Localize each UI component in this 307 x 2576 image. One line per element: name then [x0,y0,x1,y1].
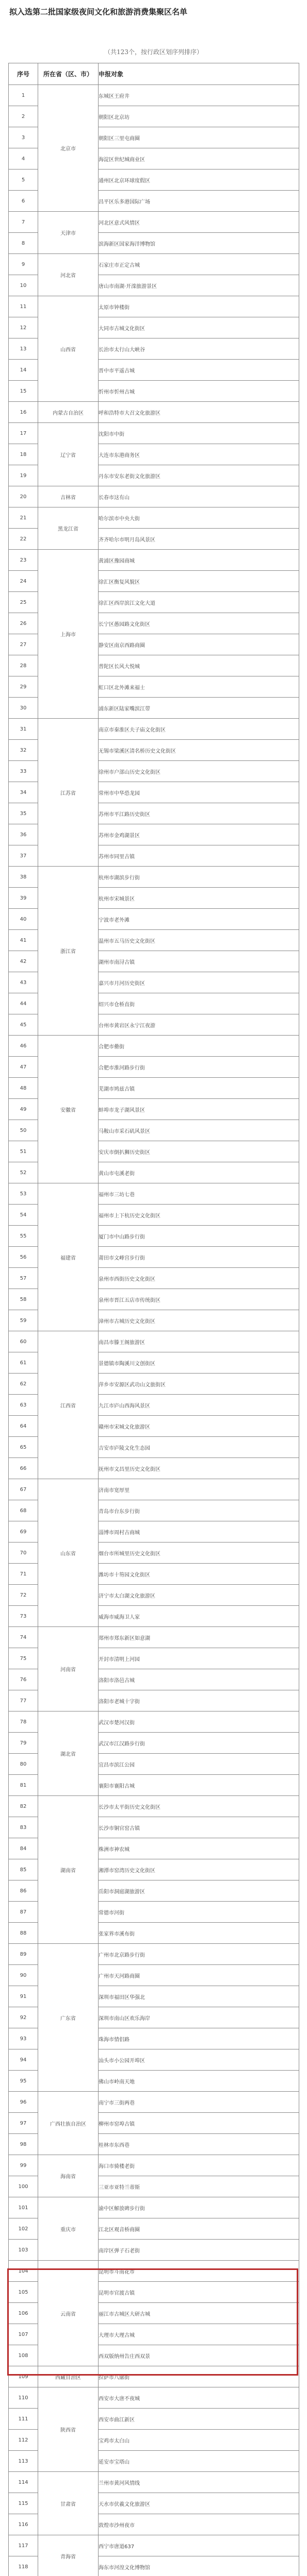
applicant-name: 江北区观音桥商圈 [99,2218,299,2240]
applicant-name: 莆田市文峰宫步行街 [99,1247,299,1268]
row-number: 78 [9,1711,38,1733]
row-number: 115 [9,2493,38,2514]
applicant-name: 常州市中华恐龙园 [99,782,299,803]
applicant-name: 朝阳区三里屯商圈 [99,127,299,148]
applicant-name: 开封市清明上河园 [99,1648,299,1669]
row-number: 38 [9,867,38,888]
row-number: 5 [9,170,38,191]
row-number: 92 [9,2007,38,2028]
province-cell: 江苏省 [38,719,99,867]
row-number: 81 [9,1775,38,1796]
row-number: 11 [9,296,38,317]
applicant-name: 虹口区北外滩来福士 [99,676,299,698]
applicant-name: 湖州市南浔古镇 [99,951,299,972]
row-number: 57 [9,1268,38,1289]
applicant-name: 黄山市屯溪老街 [99,1162,299,1183]
applicant-name: 吉安市庐陵文化生态园 [99,1437,299,1458]
applicant-name: 齐齐哈尔市明月岛风景区 [99,529,299,550]
applicant-name: 长沙市太平街历史文化街区 [99,1796,299,1817]
applicant-name: 安庆市倒扒狮历史街区 [99,1141,299,1162]
row-number: 66 [9,1458,38,1479]
applicant-name: 张家界市溪布街 [99,1923,299,1944]
applicant-name: 海口市骑楼老街 [99,2155,299,2176]
row-number: 12 [9,317,38,338]
row-number: 96 [9,2092,38,2113]
applicant-name: 苏州市同里古镇 [99,845,299,867]
row-number: 1 [9,85,38,106]
applicant-name: 昆明市斗南花市 [99,2261,299,2282]
applicant-name: 烟台市所城里历史文化街区 [99,1543,299,1564]
applicant-name: 沈阳市中街 [99,423,299,444]
applicant-name: 宝鸡市太白山 [99,2430,299,2451]
row-number: 55 [9,1226,38,1247]
applicant-name: 大同市古城文化街区 [99,317,299,338]
row-number: 98 [9,2134,38,2155]
table-row [9,486,299,507]
applicant-name: 宁波市老外滩 [99,909,299,930]
province-cell: 北京市 [38,85,99,212]
row-number: 9 [9,254,38,275]
applicant-name: 滨海新区国家海洋博物馆 [99,233,299,254]
applicant-name: 苏州市金鸡湖景区 [99,824,299,845]
applicant-name: 苏州市平江路历史街区 [99,803,299,824]
row-number: 100 [9,2176,38,2197]
row-number: 52 [9,1162,38,1183]
nomination-table [8,63,299,2576]
applicant-name: 东城区王府井 [99,85,299,106]
table-row [9,1183,299,1205]
applicant-name: 南昌市滕王阁旅游区 [99,1331,299,1352]
row-number: 50 [9,1120,38,1141]
row-number: 19 [9,465,38,486]
applicant-name: 福州市上下杭历史文化街区 [99,1205,299,1226]
row-number: 28 [9,655,38,676]
applicant-name: 株洲市神农城 [99,1838,299,1859]
applicant-name: 西安市大唐不夜城 [99,2387,299,2409]
applicant-name: 广州市天河路商圈 [99,1965,299,1986]
applicant-name: 泉州市晋江五店市传统街区 [99,1289,299,1310]
applicant-name: 朝阳区北京坊 [99,106,299,127]
applicant-name: 南宁市三街两巷 [99,2092,299,2113]
row-number: 107 [9,2324,38,2345]
row-number: 90 [9,1965,38,1986]
header-province: 所在省（区、市） [38,63,99,85]
row-number: 85 [9,1859,38,1880]
table-row [9,254,299,275]
applicant-name: 武汉市楚河汉街 [99,1711,299,1733]
applicant-name: 威海市威海卫人家 [99,1606,299,1627]
province-cell: 内蒙古自治区 [38,402,99,423]
row-number: 36 [9,824,38,845]
applicant-name: 柳州市窑埠古镇 [99,2113,299,2134]
row-number: 17 [9,423,38,444]
table-row [9,2092,299,2113]
applicant-name: 宜昌市滨江公园 [99,1754,299,1775]
applicant-name: 常德市河街 [99,1902,299,1923]
applicant-name: 丹东市安东老街文化旅游区 [99,465,299,486]
table-row [9,1796,299,1817]
applicant-name: 深圳市南山区欢乐海岸 [99,2007,299,2028]
row-number: 56 [9,1247,38,1268]
row-number: 65 [9,1437,38,1458]
table-body [9,85,299,2576]
header-no: 序号 [9,63,38,85]
province-cell: 河南省 [38,1627,99,1711]
applicant-name: 黄浦区豫园商城 [99,550,299,571]
row-number: 24 [9,571,38,592]
applicant-name: 漳州市古城历史文化街区 [99,1310,299,1331]
table-row [9,85,299,106]
province-cell: 湖南省 [38,1796,99,1944]
province-cell: 福建省 [38,1183,99,1331]
applicant-name: 南岸区弹子石老街 [99,2240,299,2261]
row-number: 43 [9,972,38,993]
row-number: 117 [9,2535,38,2556]
row-number: 33 [9,761,38,782]
province-cell: 黑龙江省 [38,507,99,550]
province-cell: 天津市 [38,212,99,254]
applicant-name: 台州市黄岩区永宁江夜游 [99,1014,299,1036]
applicant-name: 萍乡市安源区武功山文旅街区 [99,1374,299,1395]
row-number: 34 [9,782,38,803]
row-number: 102 [9,2218,38,2240]
province-cell: 江西省 [38,1331,99,1479]
row-number: 13 [9,338,38,360]
province-cell: 陕西省 [38,2387,99,2472]
table-row [9,2387,299,2409]
applicant-name: 太原市钟楼街 [99,296,299,317]
row-number: 44 [9,993,38,1014]
applicant-name: 无锡市梁溪区清名桥历史文化街区 [99,740,299,761]
province-cell: 广东省 [38,1944,99,2092]
applicant-name: 海东市河湟文化博物馆 [99,2556,299,2576]
row-number: 3 [9,127,38,148]
applicant-name: 忻州市忻州古城 [99,381,299,402]
applicant-name: 西宁市唐道637 [99,2535,299,2556]
row-number: 95 [9,2071,38,2092]
row-number: 29 [9,676,38,698]
row-number: 70 [9,1543,38,1564]
row-number: 116 [9,2514,38,2535]
province-cell: 广西壮族自治区 [38,2092,99,2155]
row-number: 103 [9,2240,38,2261]
applicant-name: 嘉兴市月河历史街区 [99,972,299,993]
applicant-name: 佛山市岭南天地 [99,2071,299,2092]
applicant-name: 天水市伏羲文化旅游区 [99,2493,299,2514]
table-row [9,1711,299,1733]
applicant-name: 珠海市情侣路 [99,2028,299,2049]
row-number: 18 [9,444,38,465]
row-number: 82 [9,1796,38,1817]
header-name: 申报对象 [99,63,299,85]
table-header-row [9,63,299,85]
province-cell: 西藏自治区 [38,2366,99,2387]
table-row [9,2155,299,2176]
applicant-name: 马鞍山市采石矶风景区 [99,1120,299,1141]
row-number: 105 [9,2282,38,2303]
row-number: 87 [9,1902,38,1923]
table-row [9,1479,299,1500]
row-number: 40 [9,909,38,930]
applicant-name: 大理市大理古城 [99,2324,299,2345]
row-number: 114 [9,2472,38,2493]
row-number: 42 [9,951,38,972]
row-number: 69 [9,1521,38,1543]
province-cell: 辽宁省 [38,423,99,486]
table-row [9,1331,299,1352]
row-number: 71 [9,1564,38,1585]
applicant-name: 岳阳市洞庭湖旅游区 [99,1880,299,1902]
applicant-name: 昌平区乐多港国际广场 [99,191,299,212]
province-cell: 吉林省 [38,486,99,507]
row-number: 77 [9,1690,38,1711]
row-number: 8 [9,233,38,254]
row-number: 35 [9,803,38,824]
table-row [9,719,299,740]
applicant-name: 拉萨市八廓街 [99,2366,299,2387]
row-number: 110 [9,2387,38,2409]
table-row [9,1036,299,1057]
applicant-name: 湘潭市窑湾历史文化街区 [99,1859,299,1880]
applicant-name: 郑州市郑东新区如意湖 [99,1627,299,1648]
applicant-name: 大连市东港商务区 [99,444,299,465]
row-number: 63 [9,1395,38,1416]
table-row [9,2261,299,2282]
row-number: 21 [9,507,38,529]
row-number: 94 [9,2049,38,2071]
row-number: 7 [9,212,38,233]
row-number: 14 [9,360,38,381]
row-number: 74 [9,1627,38,1648]
applicant-name: 济南市宽厚里 [99,1479,299,1500]
row-number: 83 [9,1817,38,1838]
applicant-name: 三亚市亚特兰蒂斯 [99,2176,299,2197]
table-row [9,1627,299,1648]
row-number: 109 [9,2366,38,2387]
applicant-name: 兰州市黄河风情线 [99,2472,299,2493]
applicant-name: 西安市曲江新区 [99,2409,299,2430]
applicant-name: 长春市这有山 [99,486,299,507]
applicant-name: 长宁区愚园路文化街区 [99,613,299,634]
applicant-name: 唐山市南湖·开滦旅游景区 [99,275,299,296]
applicant-name: 呼和浩特市大召文化旅游区 [99,402,299,423]
province-cell: 山东省 [38,1479,99,1627]
applicant-name: 徐州市户部山历史文化街区 [99,761,299,782]
applicant-name: 深圳市福田区华强北 [99,1986,299,2007]
row-number: 67 [9,1479,38,1500]
row-number: 72 [9,1585,38,1606]
row-number: 118 [9,2556,38,2576]
applicant-name: 泉州市西街历史文化街区 [99,1268,299,1289]
row-number: 62 [9,1374,38,1395]
province-cell: 云南省 [38,2261,99,2366]
row-number: 41 [9,930,38,951]
applicant-name: 长沙市铜官窑古镇 [99,1817,299,1838]
applicant-name: 长治市太行山大峡谷 [99,338,299,360]
row-number: 51 [9,1141,38,1162]
row-number: 6 [9,191,38,212]
applicant-name: 西双版纳州告庄西双景 [99,2345,299,2366]
row-number: 91 [9,1986,38,2007]
applicant-name: 温州市五马历史文化街区 [99,930,299,951]
applicant-name: 汕头市小公园开埠区 [99,2049,299,2071]
applicant-name: 普陀区长风大悦城 [99,655,299,676]
row-number: 30 [9,698,38,719]
table-row [9,296,299,317]
province-cell: 重庆市 [38,2197,99,2261]
row-number: 76 [9,1669,38,1690]
applicant-name: 渝中区解放碑步行街 [99,2197,299,2218]
applicant-name: 景德镇市陶溪川文创街区 [99,1352,299,1374]
applicant-name: 武汉市江汉路步行街 [99,1733,299,1754]
row-number: 99 [9,2155,38,2176]
province-cell: 青海省 [38,2535,99,2576]
document-title: 拟入选第二批国家级夜间文化和旅游消费集聚区名单 [9,7,188,16]
table-row [9,212,299,233]
applicant-name: 抚州市文昌里历史文化街区 [99,1458,299,1479]
province-cell: 浙江省 [38,867,99,1036]
row-number: 111 [9,2409,38,2430]
row-number: 75 [9,1648,38,1669]
row-number: 53 [9,1183,38,1205]
applicant-name: 襄阳市襄阳古城 [99,1775,299,1796]
row-number: 25 [9,592,38,613]
row-number: 73 [9,1606,38,1627]
applicant-name: 合肥市淮河路步行街 [99,1057,299,1078]
row-number: 32 [9,740,38,761]
row-number: 84 [9,1838,38,1859]
table-row [9,402,299,423]
row-number: 88 [9,1923,38,1944]
table-row [9,2366,299,2387]
table-row [9,507,299,529]
applicant-name: 青岛市台东步行街 [99,1500,299,1521]
applicant-name: 敦煌市沙州夜市 [99,2514,299,2535]
table-row [9,423,299,444]
row-number: 58 [9,1289,38,1310]
row-number: 49 [9,1099,38,1120]
document-subtitle: （共123个，按行政区划序列排序） [104,48,203,56]
row-number: 48 [9,1078,38,1099]
applicant-name: 赣州市宋城文化旅游区 [99,1416,299,1437]
applicant-name: 济宁市太白湖文化旅游区 [99,1585,299,1606]
province-cell: 湖北省 [38,1711,99,1796]
applicant-name: 南京市秦淮区夫子庙文化街区 [99,719,299,740]
province-cell: 海南省 [38,2155,99,2197]
row-number: 80 [9,1754,38,1775]
applicant-name: 河北区意式风情区 [99,212,299,233]
row-number: 89 [9,1944,38,1965]
row-number: 64 [9,1416,38,1437]
row-number: 39 [9,888,38,909]
applicant-name: 广州市北京路步行街 [99,1944,299,1965]
table-row [9,867,299,888]
table-row [9,2197,299,2218]
province-cell: 河北省 [38,254,99,296]
row-number: 4 [9,148,38,170]
applicant-name: 昆明市官渡古镇 [99,2282,299,2303]
row-number: 106 [9,2303,38,2324]
table-row [9,1944,299,1965]
applicant-name: 丽江市古城区大研古城 [99,2303,299,2324]
row-number: 61 [9,1352,38,1374]
province-cell: 甘肃省 [38,2472,99,2535]
applicant-name: 厦门市中山路步行街 [99,1226,299,1247]
row-number: 59 [9,1310,38,1331]
province-cell: 上海市 [38,550,99,719]
applicant-name: 桂林市东西巷 [99,2134,299,2155]
applicant-name: 绍兴市仓桥直街 [99,993,299,1014]
row-number: 47 [9,1057,38,1078]
row-number: 112 [9,2430,38,2451]
row-number: 93 [9,2028,38,2049]
row-number: 60 [9,1331,38,1352]
row-number: 97 [9,2113,38,2134]
applicant-name: 杭州市湖滨步行街 [99,867,299,888]
row-number: 23 [9,550,38,571]
table-row [9,2535,299,2556]
applicant-name: 石家庄市正定古城 [99,254,299,275]
row-number: 108 [9,2345,38,2366]
applicant-name: 海淀区世纪城商业区 [99,148,299,170]
applicant-name: 九江市庐山西海风景区 [99,1395,299,1416]
row-number: 15 [9,381,38,402]
applicant-name: 通州区北京环球度假区 [99,170,299,191]
applicant-name: 晋中市平遥古城 [99,360,299,381]
applicant-name: 合肥市罍街 [99,1036,299,1057]
row-number: 22 [9,529,38,550]
row-number: 31 [9,719,38,740]
applicant-name: 洛阳市老城十字街 [99,1690,299,1711]
province-cell: 安徽省 [38,1036,99,1183]
row-number: 27 [9,634,38,655]
province-cell: 山西省 [38,296,99,402]
table-row [9,550,299,571]
row-number: 45 [9,1014,38,1036]
applicant-name: 洛阳市洛邑古城 [99,1669,299,1690]
applicant-name: 浦东新区陆家嘴滨江带 [99,698,299,719]
row-number: 46 [9,1036,38,1057]
applicant-name: 杭州市宋城景区 [99,888,299,909]
applicant-name: 芜湖市鸠兹古镇 [99,1078,299,1099]
row-number: 16 [9,402,38,423]
row-number: 113 [9,2451,38,2472]
row-number: 68 [9,1500,38,1521]
applicant-name: 淄博市周村古商城 [99,1521,299,1543]
row-number: 10 [9,275,38,296]
row-number: 104 [9,2261,38,2282]
row-number: 26 [9,613,38,634]
row-number: 2 [9,106,38,127]
table-row [9,2472,299,2493]
row-number: 20 [9,486,38,507]
applicant-name: 徐汇区西岸滨江文化大道 [99,592,299,613]
applicant-name: 延安市宝塔山 [99,2451,299,2472]
row-number: 101 [9,2197,38,2218]
applicant-name: 潍坊市十笏园文化街区 [99,1564,299,1585]
applicant-name: 徐汇区衡复风貌区 [99,571,299,592]
applicant-name: 福州市三坊七巷 [99,1183,299,1205]
row-number: 54 [9,1205,38,1226]
applicant-name: 哈尔滨市中央大街 [99,507,299,529]
row-number: 37 [9,845,38,867]
row-number: 79 [9,1733,38,1754]
applicant-name: 蚌埠市龙子湖风景区 [99,1099,299,1120]
row-number: 86 [9,1880,38,1902]
applicant-name: 静安区南京西路商圈 [99,634,299,655]
